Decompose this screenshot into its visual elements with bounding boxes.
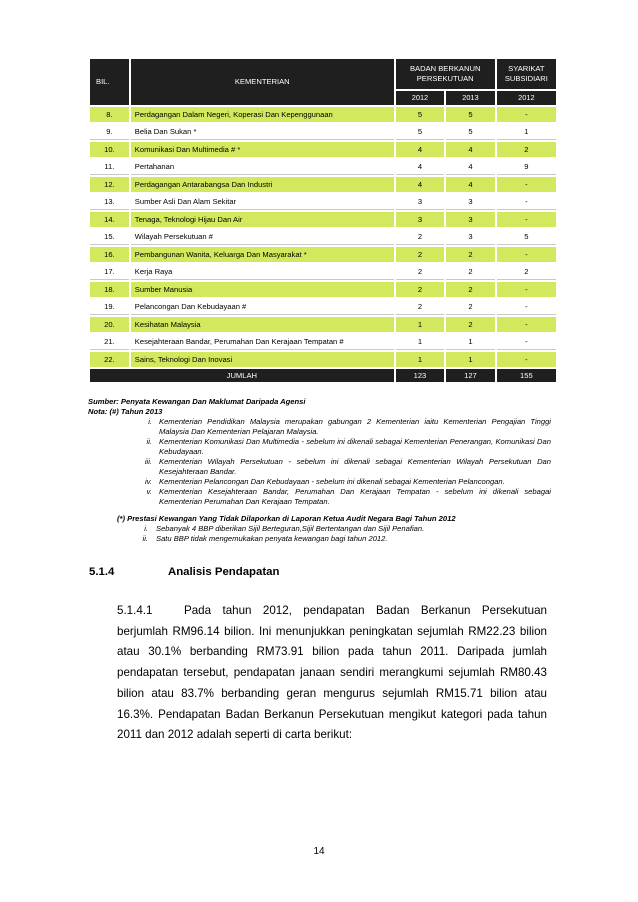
note-number: ii. [146, 437, 152, 446]
row-subsidiari-2012: - [497, 317, 556, 332]
row-subsidiari-2012: 5 [497, 229, 556, 245]
prestasi-number: i. [144, 524, 148, 533]
row-kementerian: Kerja Raya [131, 264, 394, 280]
table-row [90, 177, 556, 192]
row-bbp-2013: 2 [446, 282, 495, 297]
row-bbp-2012: 2 [396, 282, 444, 297]
prestasi-text: Sebanyak 4 BBP diberikan Sijil Berteguran,Sijil Bertentangan dan Sijil Penafian. [156, 524, 425, 533]
kementerian-table [88, 57, 558, 384]
note-number: iv. [144, 477, 152, 486]
row-kementerian: Komunikasi Dan Multimedia # * [131, 142, 394, 157]
row-number: 9. [90, 124, 129, 140]
row-bbp-2012: 4 [396, 142, 444, 157]
table-total-row [90, 369, 556, 382]
prestasi-heading: (*) Prestasi Kewangan Yang Tidak Dilaporkan di Laporan Ketua Audit Negara Bagi Tahun 2012 [117, 514, 456, 523]
header-bil: BIL. [90, 59, 129, 105]
row-kementerian: Perdagangan Dalam Negeri, Koperasi Dan Kepenggunaan [131, 107, 394, 122]
header-subsidiari-year-2012: 2012 [497, 91, 556, 105]
row-kementerian: Sumber Manusia [131, 282, 394, 297]
total-subsidiari-2012: 155 [497, 369, 556, 382]
row-kementerian: Tenaga, Teknologi Hijau Dan Air [131, 212, 394, 227]
table-row [90, 247, 556, 262]
table-row [90, 264, 556, 280]
row-kementerian: Belia Dan Sukan * [131, 124, 394, 140]
row-bbp-2012: 5 [396, 107, 444, 122]
row-subsidiari-2012: - [497, 334, 556, 350]
row-subsidiari-2012: - [497, 282, 556, 297]
section-title: Analisis Pendapatan [168, 566, 280, 578]
row-subsidiari-2012: 1 [497, 124, 556, 140]
prestasi-number: ii. [142, 534, 148, 543]
row-bbp-2012: 2 [396, 229, 444, 245]
page-number: 14 [313, 846, 325, 857]
row-bbp-2013: 3 [446, 229, 495, 245]
note-text: Kementerian Kesejahteraan Bandar, Perumahan Dan Kerajaan Tempatan - sebelum ini dikenali sebagai Kementerian Perumahan Dan Kerajaan Tempatan. [159, 487, 551, 506]
total-label: JUMLAH [90, 369, 394, 382]
row-number: 14. [90, 212, 129, 227]
nota-heading: Nota: (#) Tahun 2013 [88, 407, 163, 416]
row-bbp-2012: 1 [396, 334, 444, 350]
row-bbp-2012: 1 [396, 317, 444, 332]
note-number: i. [148, 417, 152, 426]
row-number: 13. [90, 194, 129, 210]
table-row [90, 352, 556, 367]
row-kementerian: Sumber Asli Dan Alam Sekitar [131, 194, 394, 210]
row-bbp-2012: 2 [396, 247, 444, 262]
note-text: Kementerian Wilayah Persekutuan - sebelum ini dikenali sebagai Kementerian Wilayah Persekutuan Dan Kesejahteraan Bandar. [159, 457, 551, 476]
row-kementerian: Pembangunan Wanita, Keluarga Dan Masyarakat * [131, 247, 394, 262]
row-number: 17. [90, 264, 129, 280]
paragraph [117, 601, 547, 746]
table-body [90, 107, 556, 367]
row-subsidiari-2012: - [497, 352, 556, 367]
row-number: 20. [90, 317, 129, 332]
table-row [90, 212, 556, 227]
row-number: 15. [90, 229, 129, 245]
table-row [90, 159, 556, 175]
row-bbp-2012: 4 [396, 159, 444, 175]
table-row [90, 142, 556, 157]
row-bbp-2013: 1 [446, 352, 495, 367]
note-number: v. [146, 487, 152, 496]
row-bbp-2013: 2 [446, 264, 495, 280]
table-row [90, 334, 556, 350]
section-number: 5.1.4 [89, 566, 115, 578]
row-kementerian: Kesihatan Malaysia [131, 317, 394, 332]
row-subsidiari-2012: 2 [497, 142, 556, 157]
note-text: Kementerian Pelancongan Dan Kebudayaan - sebelum ini dikenali sebagai Kementerian Pelancongan. [159, 477, 505, 486]
row-subsidiari-2012: 9 [497, 159, 556, 175]
header-kementerian: KEMENTERIAN [131, 59, 394, 105]
row-bbp-2013: 5 [446, 124, 495, 140]
row-subsidiari-2012: - [497, 177, 556, 192]
paragraph-text: Pada tahun 2012, pendapatan Badan Berkanun Persekutuan berjumlah RM96.14 bilion. Ini menunjukkan peningkatan sejumlah RM22.23 bilion atau 30.1% berbanding RM73.91 bilion pada tahun 2011. Daripada jumlah pendapatan tersebut, pendapatan janaan sendiri merangkumi sejumlah RM80.43 bilion atau 83.7% berbanding geran mengurus sejumlah RM15.71 bilion atau 16.3%. Pendapatan Badan Berkanun Persekutuan mengikut kategori pada tahun 2011 dan 2012 adalah seperti di carta berikut: [117, 604, 547, 742]
row-bbp-2013: 2 [446, 247, 495, 262]
row-bbp-2013: 3 [446, 194, 495, 210]
note-number: iii. [144, 457, 152, 466]
table-row [90, 107, 556, 122]
row-bbp-2013: 1 [446, 334, 495, 350]
row-kementerian: Wilayah Persekutuan # [131, 229, 394, 245]
row-bbp-2012: 2 [396, 299, 444, 315]
row-number: 8. [90, 107, 129, 122]
row-number: 10. [90, 142, 129, 157]
row-subsidiari-2012: 2 [497, 264, 556, 280]
row-bbp-2012: 1 [396, 352, 444, 367]
row-kementerian: Pelancongan Dan Kebudayaan # [131, 299, 394, 315]
row-bbp-2013: 4 [446, 159, 495, 175]
row-subsidiari-2012: - [497, 107, 556, 122]
row-subsidiari-2012: - [497, 194, 556, 210]
row-number: 18. [90, 282, 129, 297]
row-bbp-2013: 4 [446, 142, 495, 157]
table-row [90, 124, 556, 140]
row-bbp-2013: 3 [446, 212, 495, 227]
header-year-2013: 2013 [446, 91, 495, 105]
row-subsidiari-2012: - [497, 299, 556, 315]
paragraph-number: 5.1.4.1 [117, 604, 153, 617]
note-text: Kementerian Pendidikan Malaysia merupakan gabungan 2 Kementerian iaitu Kementerian Pengajian Tinggi Malaysia Dan Kementerian Pelajaran Malaysia. [159, 417, 551, 436]
total-bbp-2012: 123 [396, 369, 444, 382]
row-bbp-2013: 2 [446, 299, 495, 315]
row-bbp-2013: 5 [446, 107, 495, 122]
total-bbp-2013: 127 [446, 369, 495, 382]
row-kementerian: Pertahanan [131, 159, 394, 175]
table-row [90, 317, 556, 332]
header-year-2012: 2012 [396, 91, 444, 105]
prestasi-text: Satu BBP tidak mengemukakan penyata kewangan bagi tahun 2012. [156, 534, 388, 543]
row-subsidiari-2012: - [497, 247, 556, 262]
table-row [90, 282, 556, 297]
row-bbp-2012: 2 [396, 264, 444, 280]
row-kementerian: Perdagangan Antarabangsa Dan Industri [131, 177, 394, 192]
row-bbp-2013: 4 [446, 177, 495, 192]
row-number: 11. [90, 159, 129, 175]
header-badan-berkanun: BADAN BERKANUN PERSEKUTUAN [396, 59, 495, 89]
row-bbp-2012: 5 [396, 124, 444, 140]
row-kementerian: Kesejahteraan Bandar, Perumahan Dan Kerajaan Tempatan # [131, 334, 394, 350]
row-number: 22. [90, 352, 129, 367]
row-number: 21. [90, 334, 129, 350]
source-note: Sumber: Penyata Kewangan Dan Maklumat Daripada Agensi [88, 397, 306, 406]
note-text: Kementerian Komunikasi Dan Multimedia - sebelum ini dikenali sebagai Kementerian Penerangan, Komunikasi Dan Kebudayaan. [159, 437, 551, 456]
row-bbp-2013: 2 [446, 317, 495, 332]
header-syarikat-subsidiari: SYARIKAT SUBSIDIARI [497, 59, 556, 89]
row-bbp-2012: 4 [396, 177, 444, 192]
table-row [90, 194, 556, 210]
row-number: 16. [90, 247, 129, 262]
table-row [90, 229, 556, 245]
row-kementerian: Sains, Teknologi Dan Inovasi [131, 352, 394, 367]
table-row [90, 299, 556, 315]
row-number: 12. [90, 177, 129, 192]
row-subsidiari-2012: - [497, 212, 556, 227]
row-bbp-2012: 3 [396, 212, 444, 227]
row-number: 19. [90, 299, 129, 315]
row-bbp-2012: 3 [396, 194, 444, 210]
